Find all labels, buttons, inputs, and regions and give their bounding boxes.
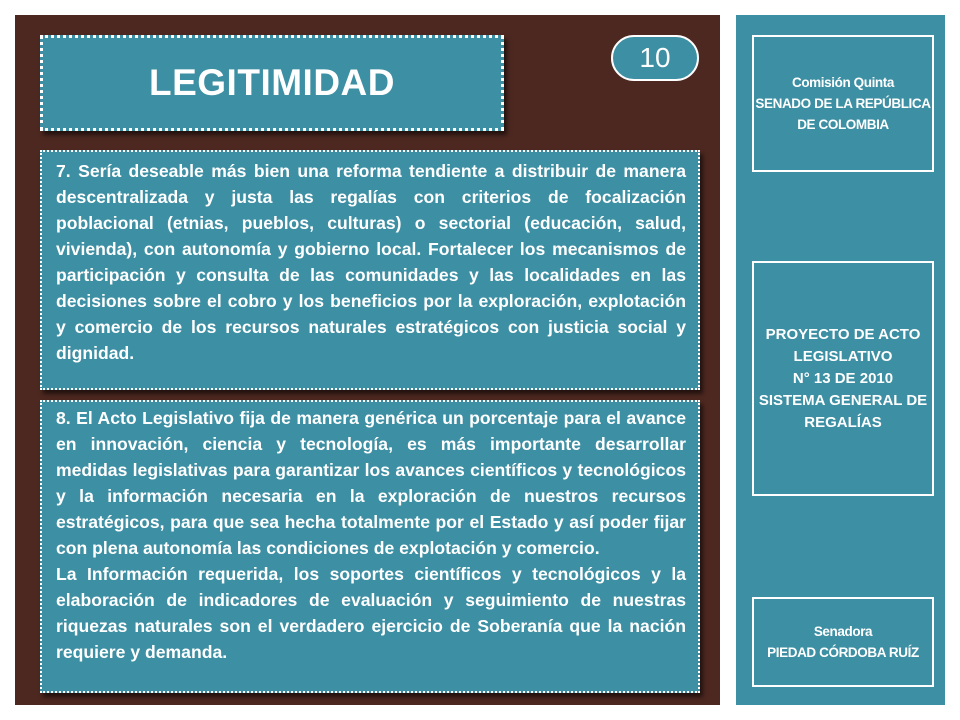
slide-title: LEGITIMIDAD	[40, 35, 504, 131]
commission-name: Comisión Quinta	[791, 75, 894, 90]
project-type: PROYECTO DE ACTO LEGISLATIVO	[765, 325, 921, 365]
project-subject: SISTEMA GENERAL DE REGALÍAS	[758, 391, 928, 431]
point-8-text: 8. El Acto Legislativo fija de manera genérica un porcentaje para el avance en innovación, ciencia y tecnología, es más importante desarrollar medidas legislativas para garantizar los avances científicos y tecnológicos y la información necesaria en la exploración de nuestros recursos estratégicos, para que sea hecha totalmente por el Estado y así poder fijar con plena autonomía las condiciones de explotación y comercio.	[56, 408, 686, 558]
senator-name: PIEDAD CÓRDOBA RUÍZ	[767, 645, 919, 660]
point-7-box	[40, 150, 700, 390]
commission-info-box	[752, 35, 934, 172]
point-7-text: 7. Sería deseable más bien una reforma tendiente a distribuir de manera descentralizada y justa las regalías con criterios de focalización poblacional (etnias, pueblos, culturas) o sectorial (educación, salud, vivienda), con autonomía y gobierno local. Fortalecer los mecanismos de participación y consulta de las comunidades y las localidades en las decisiones sobre el cobro y los beneficios por la exploración, explotación y comercio de los recursos naturales estratégicos con justicia social y dignidad.	[56, 161, 686, 363]
project-info-box	[752, 261, 934, 496]
senator-role: Senadora	[813, 624, 873, 639]
senate-name: SENADO DE LA REPÚBLICA DE COLOMBIA	[755, 96, 931, 132]
point-8-continued-text: La Información requerida, los soportes científicos y tecnológicos y la elaboración de indicadores de evaluación y seguimiento de nuestras riquezas naturales son el verdadero ejercicio de Soberanía que la nación requiere y demanda.	[56, 564, 686, 662]
project-number: N° 13 DE 2010	[792, 369, 894, 387]
page-number-badge: 10	[611, 35, 699, 81]
senator-info-box	[752, 597, 934, 687]
point-8-box	[40, 400, 700, 693]
